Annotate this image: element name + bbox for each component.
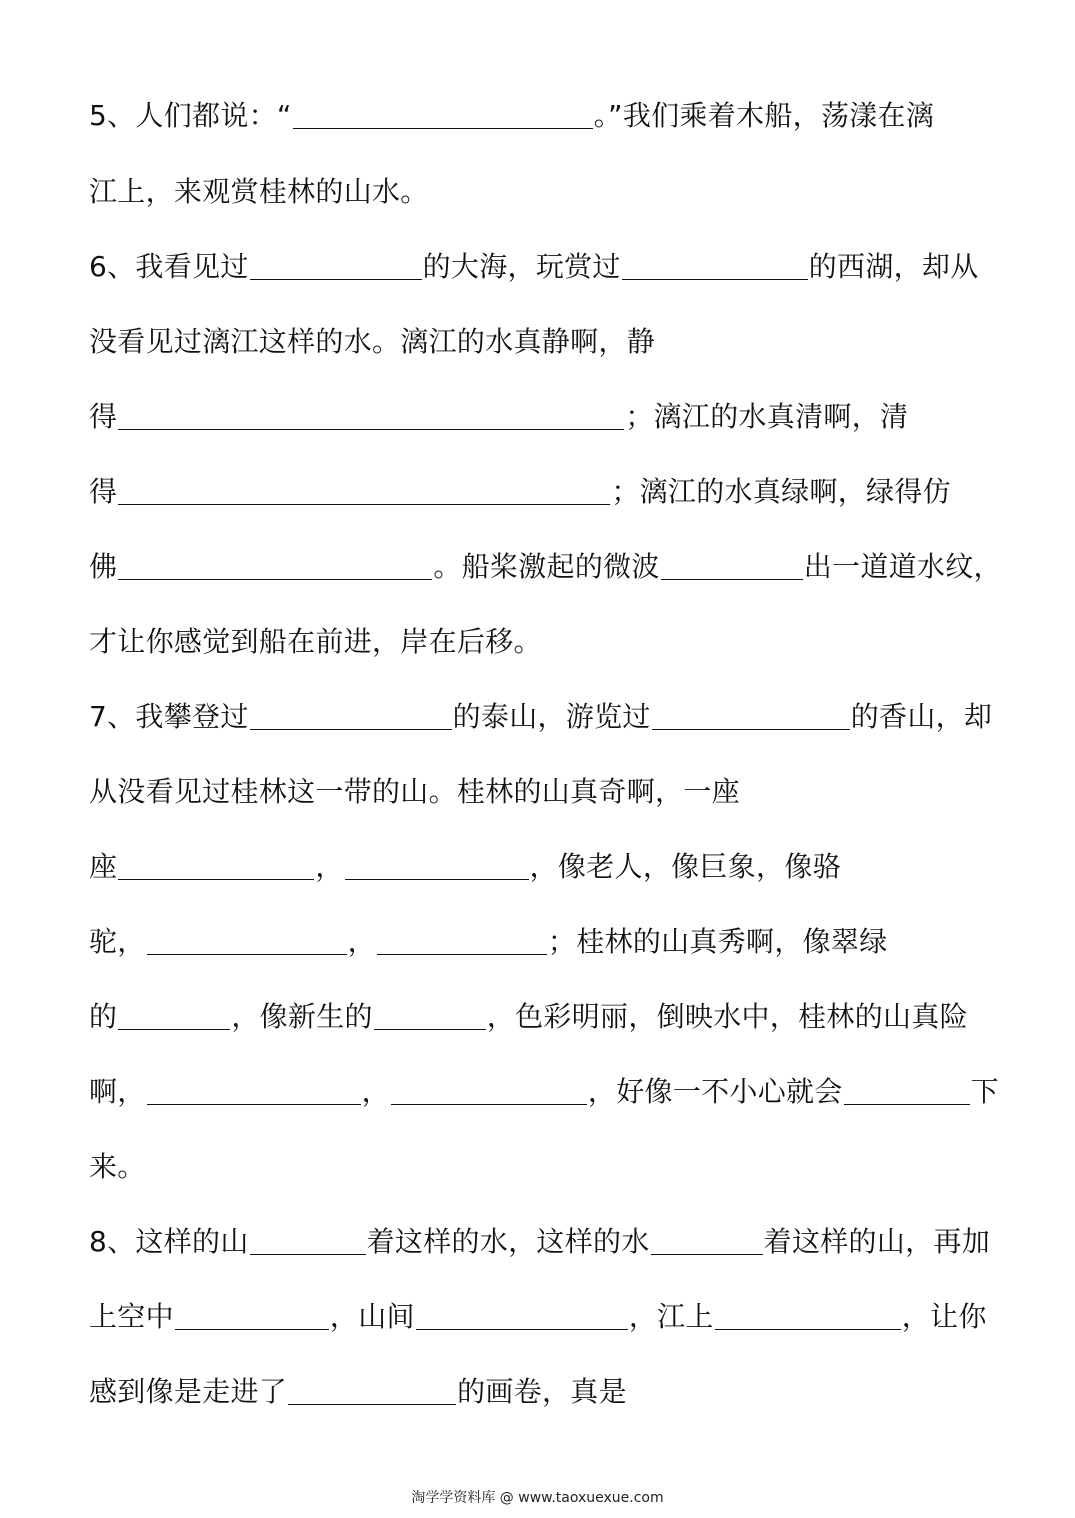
- text-segment: 从没看见过桂林这一带的山。桂林的山真奇啊，一座: [89, 775, 740, 808]
- fill-blank[interactable]: [118, 399, 624, 430]
- text-segment: ，像新生的: [231, 1000, 373, 1033]
- question-8-line-3: [89, 1370, 627, 1414]
- fill-blank[interactable]: [293, 98, 593, 129]
- text-segment: 出一道道水纹，: [803, 550, 1002, 583]
- footer-watermark: 淘学学资料库 @ www.taoxuexue.com: [411, 1490, 664, 1506]
- question-6-line-3: [89, 395, 908, 439]
- fill-blank[interactable]: [374, 999, 486, 1030]
- fill-blank[interactable]: [715, 1299, 901, 1330]
- fill-blank[interactable]: [118, 999, 230, 1030]
- fill-blank[interactable]: [345, 849, 529, 880]
- text-segment: ，山间: [329, 1300, 415, 1333]
- text-segment: 5、人们都说：“: [89, 99, 292, 132]
- fill-blank[interactable]: [250, 249, 422, 280]
- text-segment: 啊，: [89, 1075, 146, 1108]
- text-segment: 佛: [89, 550, 118, 583]
- text-segment: 才让你感觉到船在前进，岸在后移。: [89, 625, 542, 658]
- fill-blank[interactable]: [118, 849, 314, 880]
- fill-blank[interactable]: [377, 924, 547, 955]
- fill-blank[interactable]: [250, 1224, 366, 1255]
- fill-blank[interactable]: [652, 699, 850, 730]
- text-segment: 上空中: [89, 1300, 174, 1333]
- question-5-line-1: [89, 94, 934, 138]
- text-segment: ，: [361, 1075, 390, 1108]
- question-6-line-6: [89, 620, 542, 664]
- question-6-line-4: [89, 470, 951, 514]
- fill-blank[interactable]: [175, 1299, 329, 1330]
- fill-blank[interactable]: [118, 474, 610, 505]
- text-segment: 来。: [89, 1150, 146, 1183]
- text-segment: 的西湖，却从: [808, 250, 979, 283]
- text-segment: ；漓江的水真绿啊，绿得仿: [611, 475, 951, 508]
- fill-blank[interactable]: [651, 1224, 763, 1255]
- fill-blank[interactable]: [147, 1074, 361, 1105]
- text-segment: 。船桨激起的微波: [433, 550, 660, 583]
- text-segment: 的大海，玩赏过: [422, 250, 621, 283]
- text-segment: 得: [89, 475, 118, 508]
- text-segment: ，让你: [901, 1300, 987, 1333]
- question-7-line-4: [89, 920, 888, 964]
- question-7-line-3: [89, 845, 841, 889]
- text-segment: 的泰山，游览过: [452, 700, 651, 733]
- question-8-line-2: [89, 1295, 987, 1339]
- question-7-line-7: [89, 1145, 146, 1189]
- question-6-line-2: [89, 320, 655, 364]
- question-7-line-1: [89, 695, 992, 739]
- text-segment: ；桂林的山真秀啊，像翠绿: [547, 925, 888, 958]
- fill-blank[interactable]: [844, 1074, 970, 1105]
- question-7-line-5: [89, 995, 968, 1039]
- text-segment: 7、我攀登过: [89, 700, 249, 733]
- text-segment: 6、我看见过: [89, 250, 249, 283]
- text-segment: 着这样的水，这样的水: [366, 1225, 650, 1258]
- text-segment: ，: [347, 925, 376, 958]
- text-segment: 8、这样的山: [89, 1225, 249, 1258]
- text-segment: ，像老人，像巨象，像骆: [529, 850, 841, 883]
- question-7-line-6: [89, 1070, 999, 1114]
- text-segment: 座: [89, 850, 118, 883]
- text-segment: 没看见过漓江这样的水。漓江的水真静啊，静: [89, 325, 656, 358]
- text-segment: ，: [315, 850, 344, 883]
- text-segment: 驼，: [89, 925, 146, 958]
- fill-blank[interactable]: [118, 549, 432, 580]
- text-segment: ；漓江的水真清啊，清: [625, 400, 909, 433]
- fill-blank[interactable]: [416, 1299, 628, 1330]
- text-segment: 。”我们乘着木船，荡漾在漓: [593, 99, 935, 132]
- text-segment: 的画卷，真是: [457, 1375, 627, 1408]
- question-5-line-2: [89, 170, 429, 214]
- fill-blank[interactable]: [288, 1374, 456, 1405]
- fill-blank[interactable]: [391, 1074, 587, 1105]
- text-segment: ，江上: [628, 1300, 714, 1333]
- text-segment: 得: [89, 400, 118, 433]
- text-segment: 江上，来观赏桂林的山水。: [89, 175, 429, 208]
- question-6-line-1: [89, 245, 979, 289]
- fill-blank[interactable]: [622, 249, 808, 280]
- question-7-line-2: [89, 770, 740, 814]
- text-segment: 着这样的山，再加: [763, 1225, 991, 1258]
- text-segment: ，色彩明丽，倒映水中，桂林的山真险: [486, 1000, 968, 1033]
- question-6-line-5: [89, 545, 1002, 589]
- text-segment: 的: [89, 1000, 118, 1033]
- fill-blank[interactable]: [661, 549, 803, 580]
- fill-blank[interactable]: [147, 924, 347, 955]
- question-8-line-1: [89, 1220, 990, 1264]
- fill-blank[interactable]: [250, 699, 452, 730]
- text-segment: 的香山，却: [850, 700, 993, 733]
- text-segment: ，好像一不小心就会: [587, 1075, 843, 1108]
- text-segment: 感到像是走进了: [89, 1375, 288, 1408]
- text-segment: 下: [970, 1075, 999, 1108]
